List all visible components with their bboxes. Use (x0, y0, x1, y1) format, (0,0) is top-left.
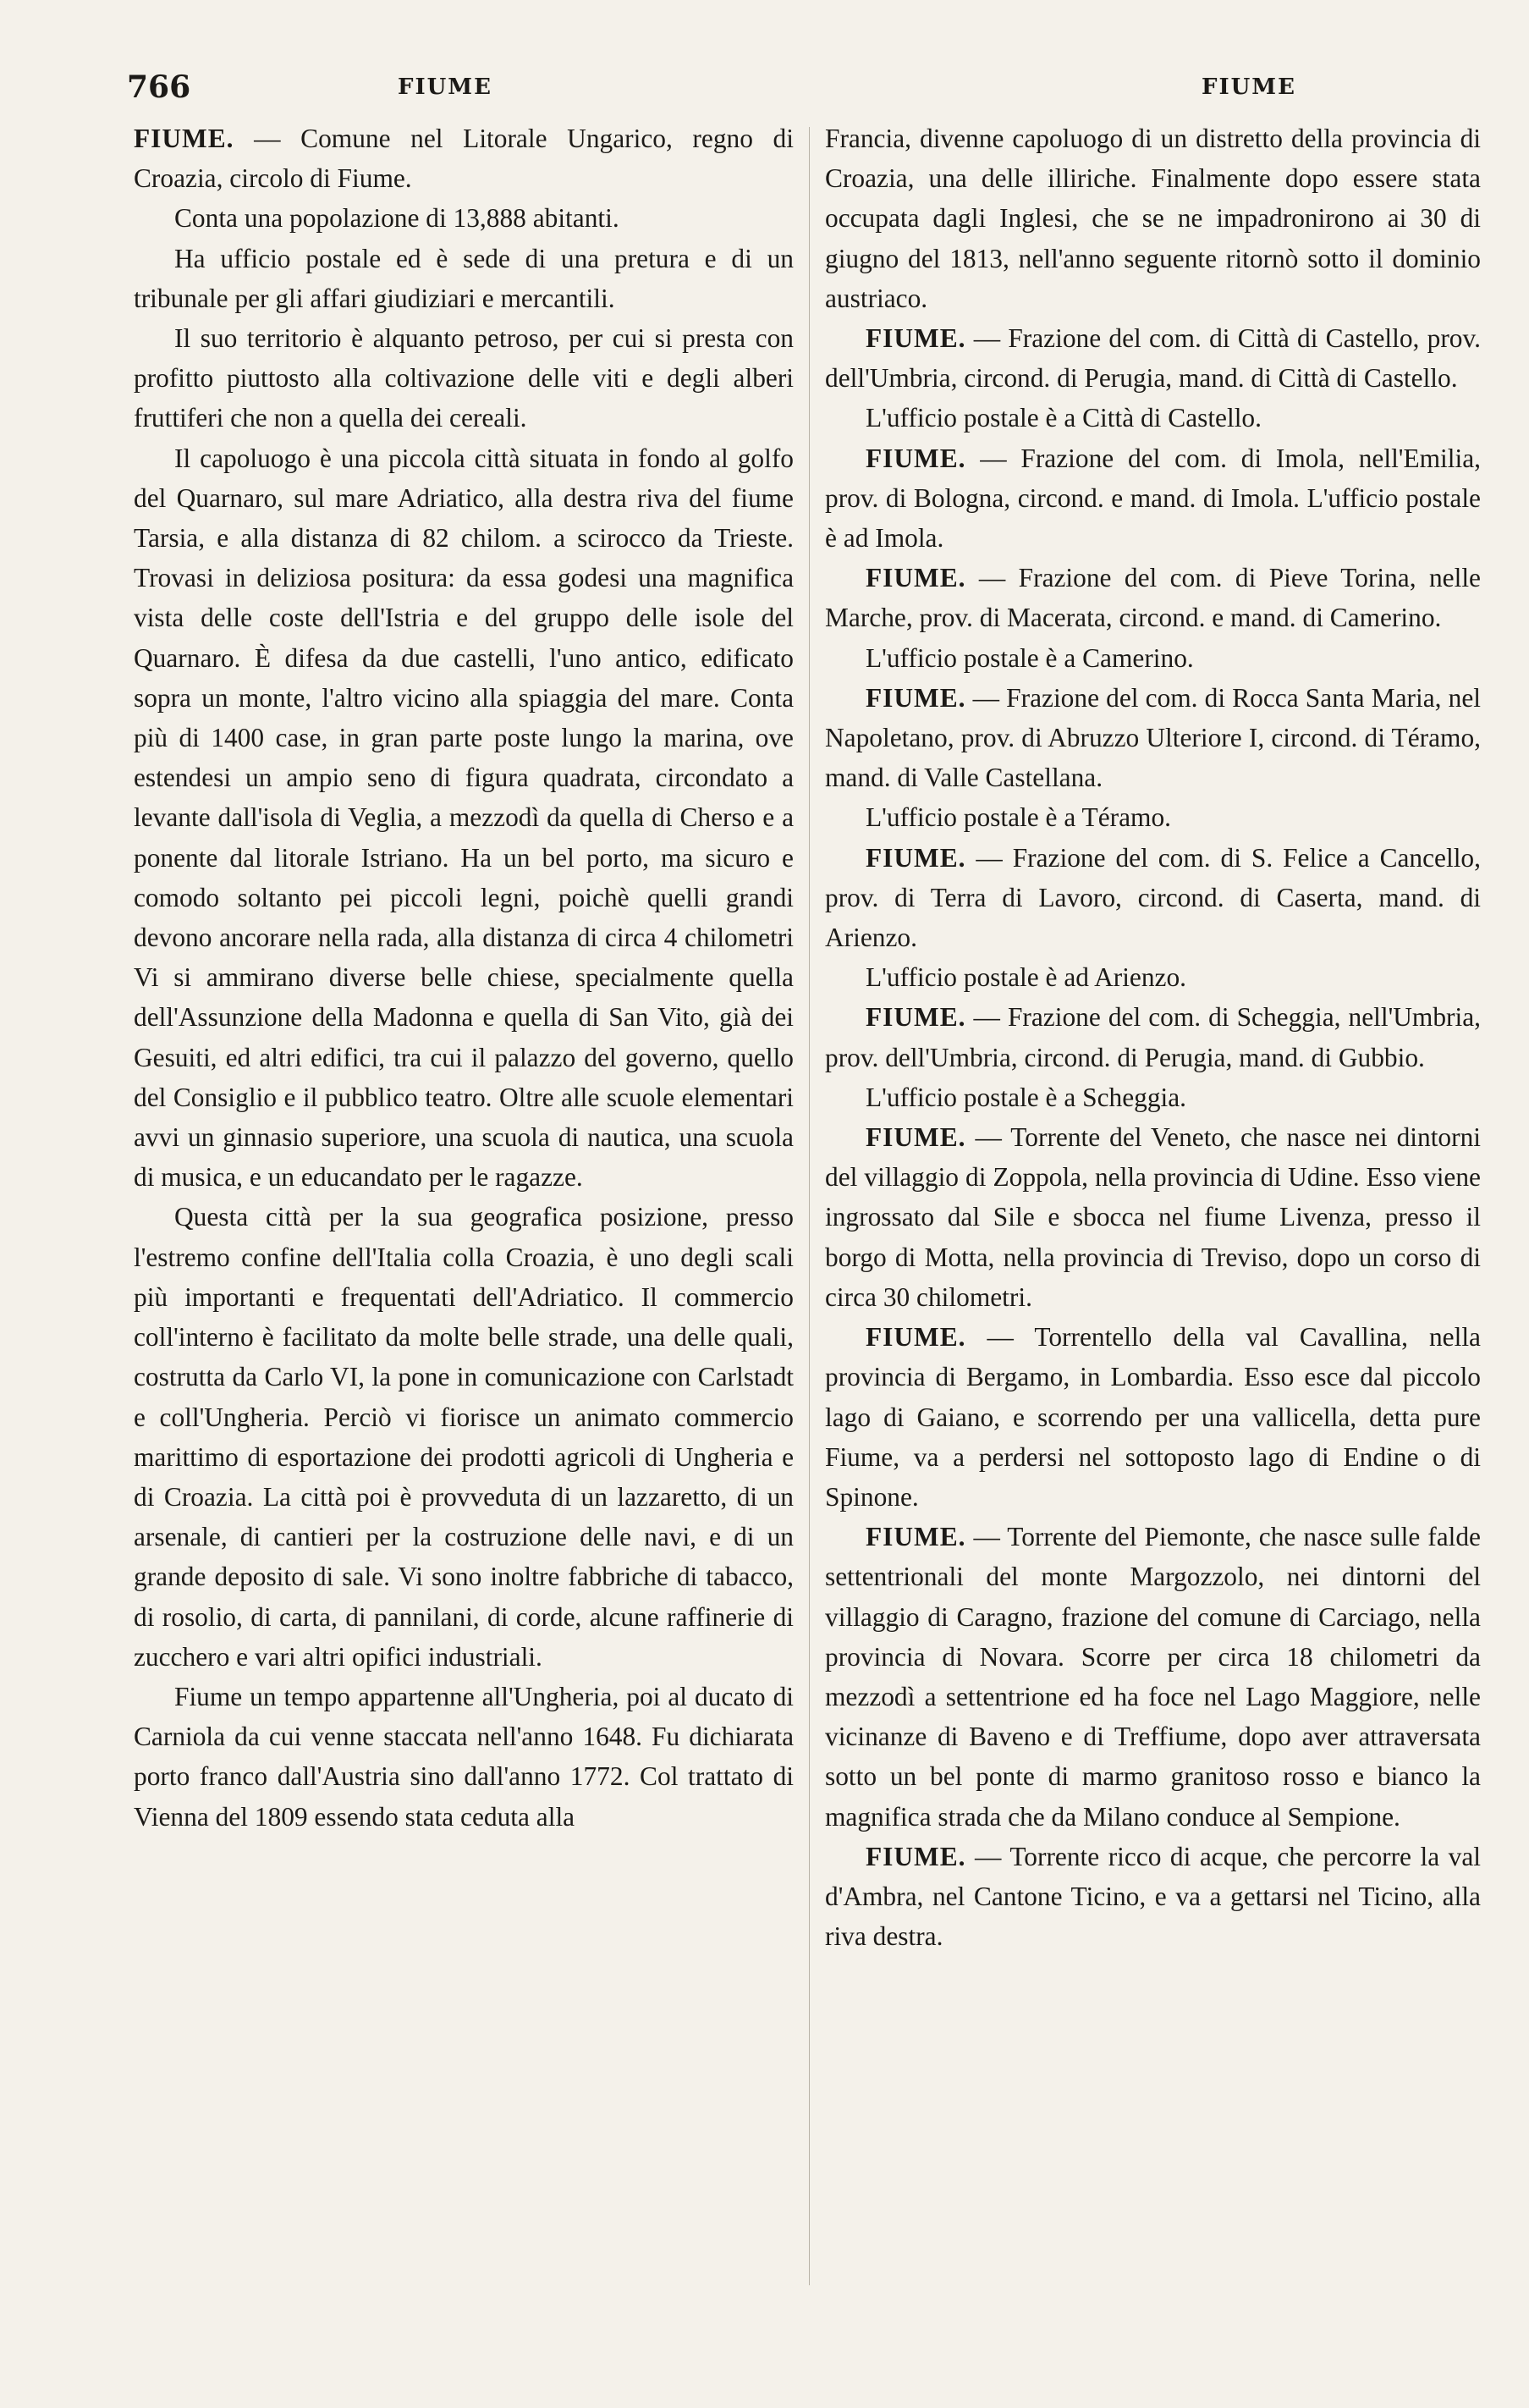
postal-note: L'ufficio postale è ad Arienzo. (866, 962, 1187, 993)
paragraph: Questa città per la sua geografica posizione, presso l'estremo confine dell'Italia colla Croazia, è uno degli scali più importanti e frequentati dell'Adriatico. Il commercio coll'interno è facilitato da molte belle strade, una delle quali, costrutta da Carlo VI, la pone in comunicazione con Carlstadt e coll'Ungheria. Perciò vi fiorisce un animato commercio marittimo di esportazione dei prodotti agricoli di Ungheria e di Croazia. La città poi è provveduta di un lazzaretto, di un arsenale, di cantieri per la costruzione delle navi, e di un grande deposito di sale. Vi sono inoltre fabbriche di tabacco, di rosolio, di carta, di pannilani, di corde, alcune raffinerie di zucchero e vari altri opifici industriali. (134, 1202, 794, 1672)
dictionary-entry (825, 1517, 1481, 1837)
page-header (127, 69, 1478, 112)
entry-list (825, 318, 1481, 1956)
postal-note: L'ufficio postale è a Téramo. (866, 802, 1171, 833)
dictionary-entry (825, 997, 1481, 1077)
entry-text: — Frazione del com. di S. Felice a Cancello, prov. di Terra di Lavoro, circond. di Caserta, mand. di Arienzo. (825, 842, 1481, 953)
entry-headword: FIUME. (866, 682, 966, 713)
dictionary-entry (825, 558, 1481, 637)
entry-text: — Torrentello della val Cavallina, nella provincia di Bergamo, in Lombardia. Esso esce dal piccolo lago di Gaiano, e scorrendo per una vallicella, detta pure Fiume, va a perdersi nel sottoposto lago di Endine o di Spinone. (825, 1322, 1481, 1512)
column-divider (809, 127, 810, 2285)
entry-text: — Frazione del com. di Pieve Torina, nelle Marche, prov. di Macerata, circond. e mand. di Camerino. (825, 563, 1481, 633)
paragraph: Fiume un tempo appartenne all'Ungheria, poi al ducato di Carniola da cui venne staccata nell'anno 1648. Fu dichiarata porto franco dall'Austria sino dall'anno 1772. Col trattato di Vienna del 1809 essendo stata ceduta alla (134, 1681, 794, 1832)
running-head-right: FIUME (1202, 74, 1296, 100)
entry-headword: FIUME. (866, 1522, 966, 1552)
paragraph: Ha ufficio postale ed è sede di una pretura e di un tribunale per gli affari giudiziari e mercantili. (134, 243, 794, 313)
paragraph: Conta una popolazione di 13,888 abitanti. (174, 203, 619, 234)
entry-text: — Torrente ricco di acque, che percorre la val d'Ambra, nel Cantone Ticino, e va a gettarsi nel Ticino, alla riva destra. (825, 1841, 1481, 1952)
entry-dash: — (254, 124, 281, 153)
entry-text: — Torrente del Piemonte, che nasce sulle falde settentrionali del monte Margozzolo, nei dintorni del villaggio di Caragno, frazione del comune di Carciago, nella provincia di Novara. Scorre per circa 18 chilometri da mezzodì a settentrione ed ha foce nel Lago Maggiore, nelle vicinanze di Baveno e di Treffiume, dopo aver attraversata sotto un bel ponte di marmo granitoso rosso e bianco la magnifica strada che da Milano conduce al Sempione. (825, 1522, 1481, 1832)
dictionary-entry (825, 1317, 1481, 1517)
dictionary-entry (134, 118, 794, 198)
entry-text: — Frazione del com. di Scheggia, nell'Umbria, prov. dell'Umbria, circond. di Perugia, mand. di Gubbio. (825, 1002, 1481, 1072)
entry-headword: FIUME. (866, 1322, 966, 1353)
entry-text: — Torrente del Veneto, che nasce nei dintorni del villaggio di Zoppola, nella provincia di Udine. Esso viene ingrossato dal Sile e sbocca nel fiume Livenza, presso il borgo di Motta, nella provincia di Treviso, dopo un corso di circa 30 chilometri. (825, 1122, 1481, 1312)
postal-note: L'ufficio postale è a Camerino. (866, 642, 1194, 673)
dictionary-entry (825, 318, 1481, 398)
entry-headword: FIUME. (866, 842, 966, 873)
entry-headword: FIUME. (866, 563, 966, 593)
entry-text: — Frazione del com. di Città di Castello, prov. dell'Umbria, circond. di Perugia, mand. di Città di Castello. (825, 323, 1481, 394)
dictionary-entry (825, 678, 1481, 798)
right-column (825, 118, 1481, 2387)
postal-note: L'ufficio postale è a Città di Castello. (866, 403, 1262, 433)
entry-text: Comune nel Litorale Ungarico, regno di Croazia, circolo di Fiume. (134, 124, 794, 194)
entry-text: — Frazione del com. di Rocca Santa Maria, nel Napoletano, prov. di Abruzzo Ulteriore I, circond. di Téramo, mand. di Valle Castellana. (825, 682, 1481, 793)
paragraph: Il capoluogo è una piccola città situata in fondo al golfo del Quarnaro, sul mare Adriatico, alla destra riva del fiume Tarsia, e alla distanza di 82 chilom. a scirocco da Trieste. Trovasi in deliziosa positura: da essa godesi una magnifica vista delle coste dell'Istria e del gruppo delle isole del Quarnaro. È difesa da due castelli, l'uno antico, edificato sopra un monte, l'altro vicino alla spiaggia del mare. Conta più di 1400 case, in gran parte poste lungo la marina, ove estendesi un ampio seno di figura quadrata, circondato a levante dall'isola di Veglia, a mezzodì da quella di Cherso e a ponente dal litorale Istriano. Ha un bel porto, ma sicuro e comodo soltanto pei piccoli legni, poichè quelli grandi devono ancorare nella rada, alla distanza di circa 4 chilometri Vi si ammirano diverse belle chiese, specialmente quella dell'Assunzione della Madonna e quella di San Vito, già dei Gesuiti, ed altri edifici, tra cui il palazzo del governo, quello del Consiglio e il pubblico teatro. Oltre alle scuole elementari avvi un ginnasio superiore, una scuola di nautica, una scuola di musica, e un educandato per le ragazze. (134, 443, 794, 1193)
entry-headword: FIUME. (866, 443, 966, 473)
page-number: 766 (127, 69, 191, 105)
dictionary-entry (825, 438, 1481, 559)
dictionary-entry (825, 838, 1481, 958)
entry-headword: FIUME. (866, 1002, 966, 1033)
entry-headword: FIUME. (866, 1122, 966, 1153)
continuation-paragraph: Francia, divenne capoluogo di un distretto della provincia di Croazia, una delle illiriche. Finalmente dopo essere stata occupata dagli Inglesi, che se ne impadronirono ai 30 di giugno del 1813, nell'anno seguente ritornò sotto il dominio austriaco. (825, 124, 1481, 313)
entry-headword: FIUME. (134, 124, 234, 153)
postal-note: L'ufficio postale è a Scheggia. (866, 1082, 1187, 1112)
entry-text: — Frazione del com. di Imola, nell'Emilia, prov. di Bologna, circond. e mand. di Imola. L'ufficio postale è ad Imola. (825, 443, 1481, 554)
entry-headword: FIUME. (866, 323, 966, 354)
entry-headword: FIUME. (866, 1841, 966, 1871)
dictionary-entry (825, 1117, 1481, 1317)
paragraph: Il suo territorio è alquanto petroso, per cui si presta con profitto piuttosto alla coltivazione delle viti e degli alberi fruttiferi che non a quella dei cereali. (134, 323, 794, 433)
dictionary-entry (825, 1837, 1481, 1957)
running-head-left: FIUME (398, 74, 492, 100)
left-column (134, 118, 794, 2387)
